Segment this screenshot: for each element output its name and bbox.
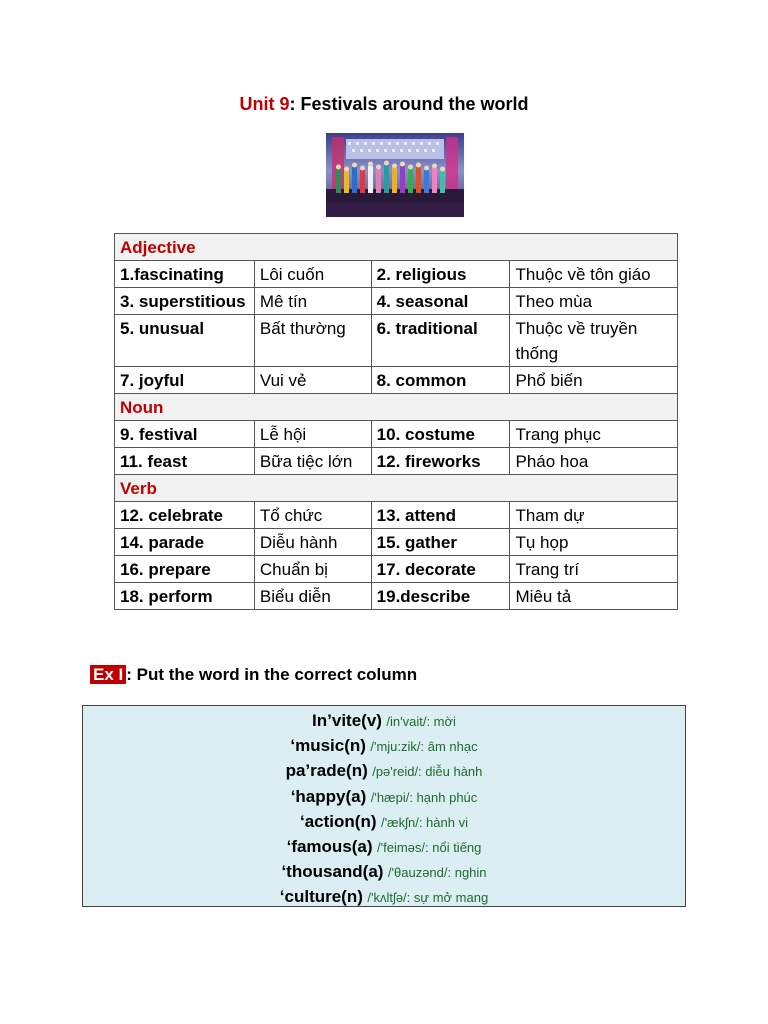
exercise-badge: Ex I [90,665,126,684]
section-header-row [115,475,678,502]
vocab-meaning: Tham dự [510,502,678,529]
vocab-word: 4. seasonal [371,288,510,315]
word-pronunciation: /'kʌltʃə/: sự mở mang [367,890,489,906]
table-row [115,421,678,448]
vocab-word: 12. celebrate [115,502,255,529]
vocab-meaning: Phổ biến [510,367,678,394]
exercise-instruction: : Put the word in the correct column [126,665,418,684]
vocab-meaning: Lễ hội [254,421,371,448]
section-header-row [115,394,678,421]
table-row [115,556,678,583]
vocab-word: 13. attend [371,502,510,529]
word-stress: ‘happy(a) [290,786,367,806]
vocab-meaning: Tổ chức [254,502,371,529]
vocab-word: 6. traditional [371,315,510,367]
vocab-word: 1.fascinating [115,261,255,288]
word-list-item [83,758,685,783]
word-pronunciation: /'hæpi/: hạnh phúc [370,789,478,805]
vocab-meaning: Thuộc về tôn giáo [510,261,678,288]
word-stress: ‘action(n) [300,811,377,831]
section-label: Noun [115,394,678,421]
table-row [115,288,678,315]
word-stress: pa’rade(n) [285,761,368,781]
section-label: Verb [115,475,678,502]
vocab-word: 16. prepare [115,556,255,583]
word-list-item [83,784,685,809]
vocab-meaning: Tụ họp [510,529,678,556]
word-stress: ‘thousand(a) [281,862,384,882]
word-pronunciation: /in'vait/: mời [386,714,456,729]
vocab-meaning: Vui vẻ [254,367,371,394]
word-stress: ‘culture(n) [279,887,363,907]
word-list-item [83,708,685,733]
vocab-word: 2. religious [371,261,510,288]
vocab-meaning: Bất thường [254,315,371,367]
vocab-meaning: Trang trí [510,556,678,583]
word-list-item [83,859,685,884]
word-pronunciation: /'feiməs/: nổi tiếng [377,839,482,855]
table-row [115,583,678,610]
vocab-meaning: Lôi cuốn [254,261,371,288]
vocab-meaning: Theo mùa [510,288,678,315]
vocab-word: 14. parade [115,529,255,556]
vocab-meaning: Trang phục [510,421,678,448]
table-row [115,261,678,288]
word-pronunciation: /'mju:zik/: âm nhạc [370,739,478,755]
vocab-meaning: Bữa tiệc lớn [254,448,371,475]
section-header-row [115,234,678,261]
word-stress: In’vite(v) [312,711,382,730]
vocab-word: 8. common [371,367,510,394]
vocab-meaning: Biểu diễn [254,583,371,610]
table-row [115,448,678,475]
vocab-meaning: Chuẩn bị [254,556,371,583]
vocabulary-table [114,233,678,610]
word-list-item [83,834,685,859]
table-row [115,502,678,529]
festival-photo [326,133,464,217]
word-pronunciation: /'ækʃn/: hành vi [380,814,468,830]
vocab-meaning: Thuộc về truyền thống [510,315,678,367]
vocab-word: 15. gather [371,529,510,556]
table-row [115,367,678,394]
vocab-word: 7. joyful [115,367,255,394]
vocab-word: 5. unusual [115,315,255,367]
vocab-meaning: Mê tín [254,288,371,315]
word-list-item [83,809,685,834]
vocab-word: 11. feast [115,448,255,475]
title-text: : Festivals around the world [289,94,529,114]
vocab-word: 12. fireworks [371,448,510,475]
vocab-meaning: Miêu tả [510,583,678,610]
vocab-meaning: Diễu hành [254,529,371,556]
vocab-meaning: Pháo hoa [510,448,678,475]
vocabulary-table-body [115,234,678,610]
vocab-word: 19.describe [371,583,510,610]
vocab-word: 10. costume [371,421,510,448]
word-pronunciation: /pə'reid/: diễu hành [372,764,483,780]
word-list-item [83,884,685,909]
unit-label: Unit 9 [239,94,290,114]
word-pronunciation: /'θauzənd/: nghin [387,865,487,881]
table-row [115,315,678,367]
word-stress: ‘famous(a) [286,836,373,856]
section-label: Adjective [115,234,678,261]
vocab-word: 17. decorate [371,556,510,583]
page-title [0,94,768,115]
word-list-box [82,705,686,907]
vocab-word: 3. superstitious [115,288,255,315]
festival-photo-graphic [326,133,464,217]
vocab-word: 9. festival [115,421,255,448]
vocab-word: 18. perform [115,583,255,610]
word-stress: ‘music(n) [290,736,366,756]
exercise-heading [90,665,417,685]
table-row [115,529,678,556]
word-list-item [83,733,685,758]
